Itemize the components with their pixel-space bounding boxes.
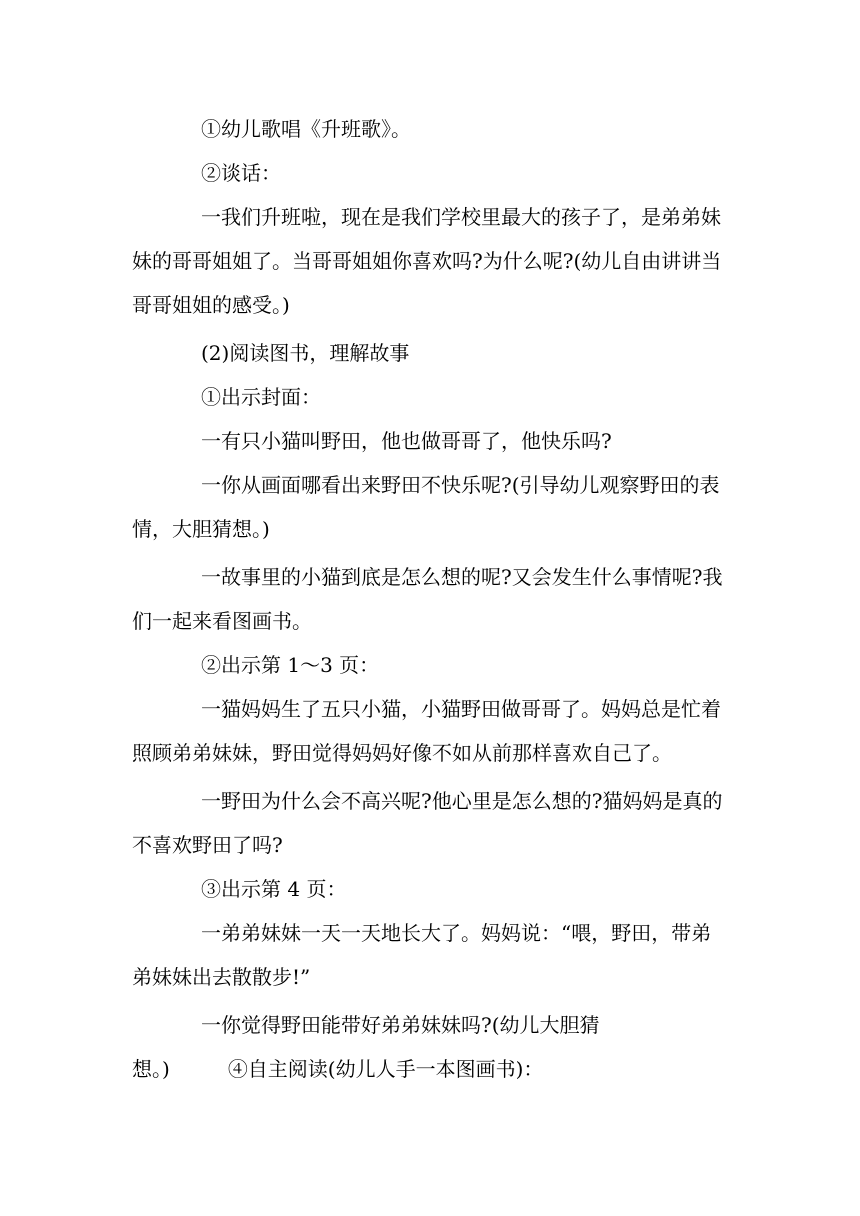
text-line: 一有只小猫叫野田，他也做哥哥了，他快乐吗? [201, 429, 612, 453]
text-line: 一故事里的小猫到底是怎么想的呢?又会发生什么事情呢?我 [201, 565, 723, 589]
text-line: ②出示第 1～3 页： [201, 653, 380, 677]
text-line: (2)阅读图书，理解故事 [201, 341, 410, 365]
text-line: ③出示第 4 页： [201, 877, 347, 901]
text-line: 一你觉得野田能带好弟弟妹妹吗?(幼儿大胆猜 [201, 1013, 600, 1037]
text-line: 弟妹妹出去散散步!” [132, 965, 311, 989]
text-line: 情，大胆猜想。) [132, 517, 270, 541]
text-line: 不喜欢野田了吗? [132, 833, 283, 857]
text-line: 照顾弟弟妹妹，野田觉得妈妈好像不如从前那样喜欢自己了。 [132, 741, 672, 765]
text-line: 妹的哥哥姐姐了。当哥哥姐姐你喜欢吗?为什么呢?(幼儿自由讲讲当 [132, 249, 722, 273]
text-line-part: 想。) [132, 1057, 170, 1081]
text-line-part: ④自主阅读(幼儿人手一本图画书)： [227, 1057, 544, 1081]
text-line: 一我们升班啦，现在是我们学校里最大的孩子了，是弟弟妹 [201, 205, 721, 229]
text-line: ①出示封面： [201, 385, 321, 409]
text-line: 哥哥姐姐的感受。) [132, 293, 290, 317]
text-line: 一猫妈妈生了五只小猫，小猫野田做哥哥了。妈妈总是忙着 [201, 697, 721, 721]
text-line-combined [132, 1054, 543, 1084]
text-line: 们一起来看图画书。 [132, 609, 312, 633]
text-line: ①幼儿歌唱《升班歌》。 [201, 117, 411, 141]
text-line: 一你从画面哪看出来野田不快乐呢?(引导幼儿观察野田的表 [201, 473, 720, 497]
text-line: ②谈话： [201, 161, 281, 185]
text-line: 一野田为什么会不高兴呢?他心里是怎么想的?猫妈妈是真的 [201, 789, 723, 813]
text-line: 一弟弟妹妹一天一天地长大了。妈妈说：“喂，野田，带弟 [201, 921, 712, 945]
